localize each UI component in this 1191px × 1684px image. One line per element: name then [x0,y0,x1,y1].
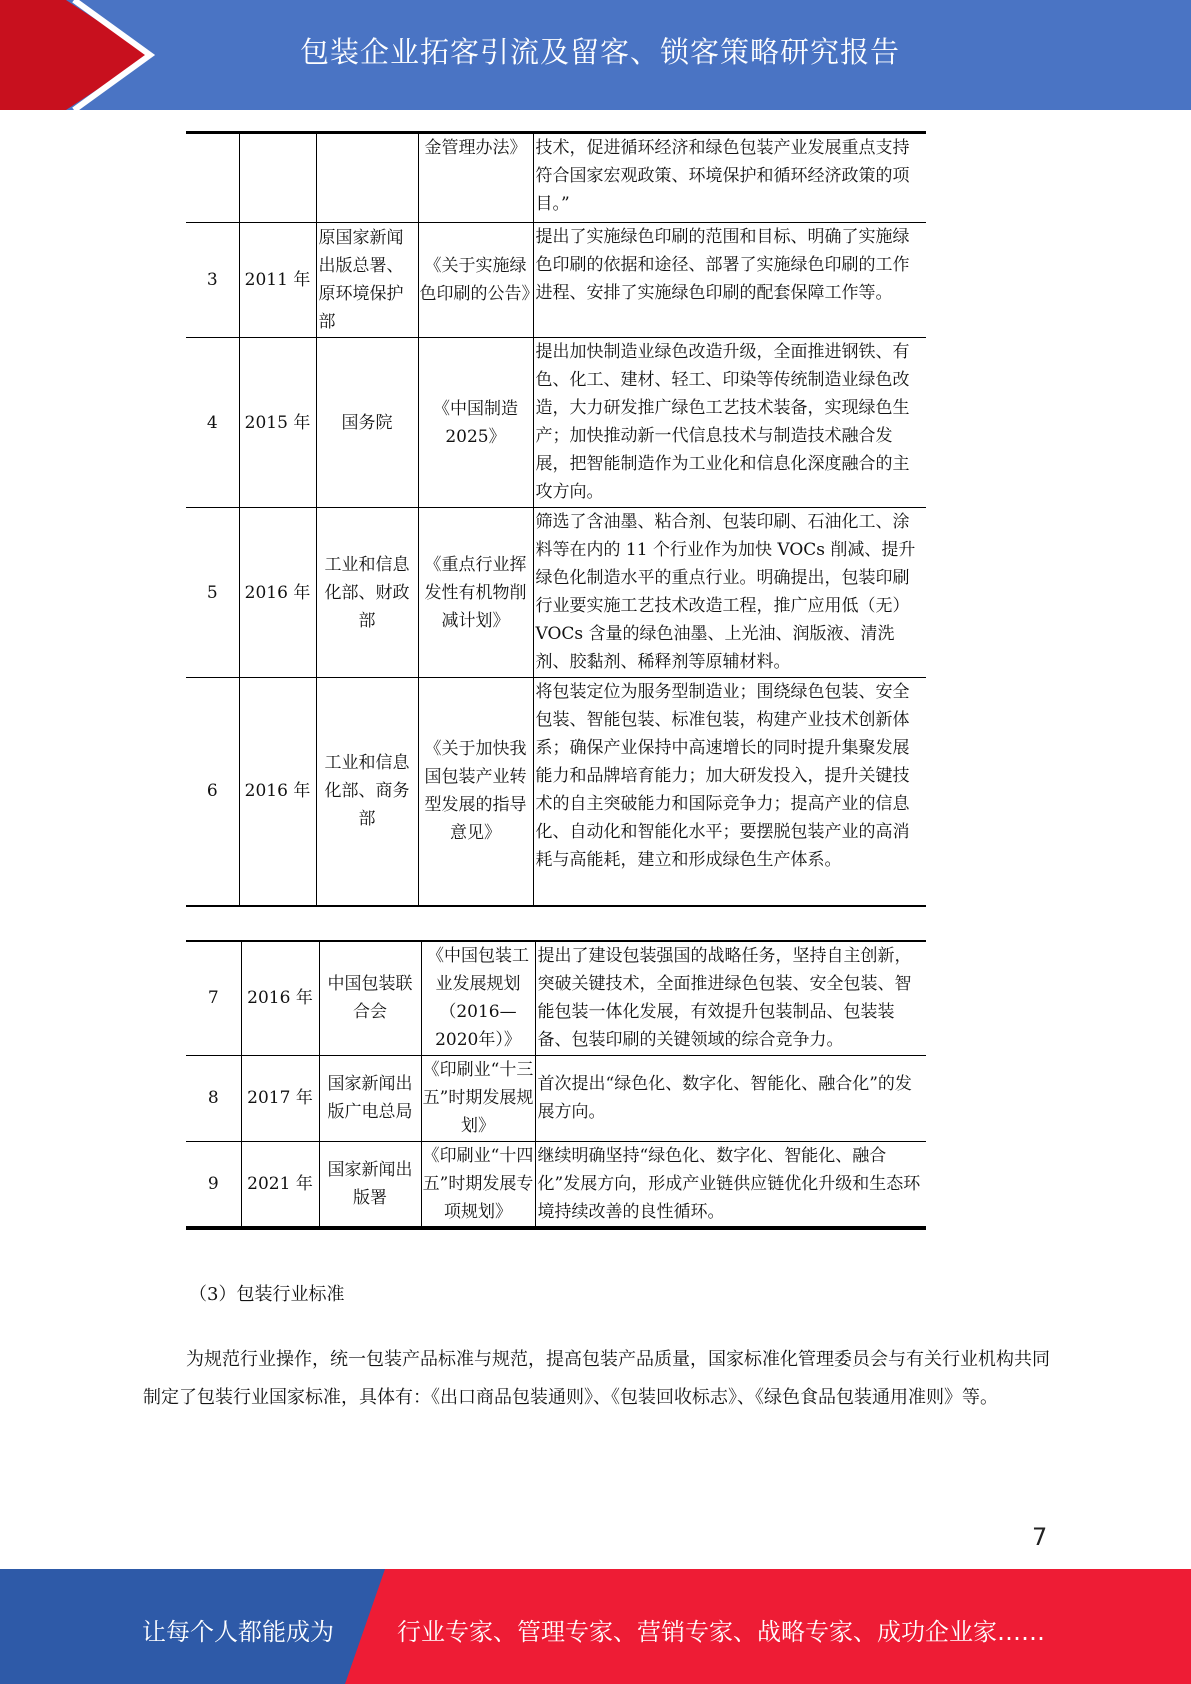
page-number: 7 [1032,1523,1048,1551]
row-document: 《中国制造2025》 [418,338,533,508]
row-year: 2011 年 [239,223,316,338]
row-content: 提出了建设包装强国的战略任务，坚持自主创新，突破关键技术，全面推进绿色包装、安全包装、智能包装一体化发展，有效提升包装制品、包装装备、包装印刷的关键领域的综合竞争力。 [535,941,926,1055]
policy-table-part-2 [186,940,926,1230]
row-content: 继续明确坚持“绿色化、数字化、智能化、融合化”发展方向，形成产业链供应链优化升级和生态环境持续改善的良性循环。 [535,1141,926,1228]
row-content: 技术，促进循环经济和绿色包装产业发展重点支持符合国家宏观政策、环境保护和循环经济政策的项目。” [533,133,926,223]
row-department: 工业和信息化部、商务部 [316,678,418,906]
header-arrow-icon [0,0,160,110]
row-department [316,133,418,223]
table-row [186,678,926,906]
row-document: 《印刷业“十四五”时期发展专项规划》 [421,1141,535,1228]
table-row [186,133,926,223]
row-year: 2016 年 [239,508,316,678]
row-content: 将包装定位为服务型制造业；围绕绿色包装、安全包装、智能包装、标准包装，构建产业技术创新体系；确保产业保持中高速增长的同时提升集聚发展能力和品牌培育能力；加大研发投入，提升关键技术的自主突破能力和国际竞争力；提高产业的信息化、自动化和智能化水平；要摆脱包装产业的高消耗与高能耗，建立和形成绿色生产体系。 [533,678,926,906]
row-department: 中国包装联合会 [319,941,421,1055]
row-year: 2016 年 [239,678,316,906]
row-year [239,133,316,223]
row-content: 筛选了含油墨、粘合剂、包装印刷、石油化工、涂料等在内的 11 个行业作为加快 VOCs 削减、提升绿色化制造水平的重点行业。明确提出，包装印刷行业要实施工艺技术改造工程，推广应用低（无）VOCs 含量的绿色油墨、上光油、润版液、清洗剂、胶黏剂、稀释剂等原辅材料。 [533,508,926,678]
row-content: 提出加快制造业绿色改造升级，全面推进钢铁、有色、化工、建材、轻工、印染等传统制造业绿色改造，大力研发推广绿色工艺技术装备，实现绿色生产；加快推动新一代信息技术与制造技术融合发展，把智能制造作为工业化和信息化深度融合的主攻方向。 [533,338,926,508]
row-department: 原国家新闻出版总署、原环境保护部 [316,223,418,338]
footer-slogan-right: 行业专家、管理专家、营销专家、战略专家、成功企业家…… [397,1618,1045,1646]
row-number [186,133,239,223]
table-row [186,338,926,508]
row-document: 金管理办法》 [418,133,533,223]
row-document: 《关于实施绿色印刷的公告》 [418,223,533,338]
table-row [186,223,926,338]
body-paragraph: 为规范行业操作，统一包装产品标准与规范，提高包装产品质量，国家标准化管理委员会与有关行业机构共同制定了包装行业国家标准，具体有：《出口商品包装通则》、《包装回收标志》、《绿色食品包装通用准则》等。 [143,1349,1050,1408]
row-department: 国家新闻出版广电总局 [319,1055,421,1141]
row-department: 国务院 [316,338,418,508]
table-row [186,941,926,1055]
row-department: 国家新闻出版署 [319,1141,421,1228]
footer-slogan-left: 让每个人都能成为 [142,1618,334,1646]
row-document: 《印刷业“十三五”时期发展规划》 [421,1055,535,1141]
table-row [186,508,926,678]
policy-table-part-1 [186,131,926,907]
table-row [186,1141,926,1228]
header-bar [0,0,1191,110]
row-document: 《关于加快我国包装产业转型发展的指导意见》 [418,678,533,906]
row-document: 《中国包装工业发展规划（2016—2020年）》 [421,941,535,1055]
row-department: 工业和信息化部、财政部 [316,508,418,678]
row-document: 《重点行业挥发性有机物削减计划》 [418,508,533,678]
table-row [186,1055,926,1141]
row-year: 2021 年 [241,1141,319,1228]
row-number: 5 [186,508,239,678]
row-content: 首次提出“绿色化、数字化、智能化、融合化”的发展方向。 [535,1055,926,1141]
row-number: 7 [186,941,241,1055]
row-number: 4 [186,338,239,508]
row-year: 2016 年 [241,941,319,1055]
row-number: 3 [186,223,239,338]
row-year: 2015 年 [239,338,316,508]
row-number: 8 [186,1055,241,1141]
row-content: 提出了实施绿色印刷的范围和目标、明确了实施绿色印刷的依据和途径、部署了实施绿色印刷的工作进程、安排了实施绿色印刷的配套保障工作等。 [533,223,926,338]
row-year: 2017 年 [241,1055,319,1141]
document-title: 包装企业拓客引流及留客、锁客策略研究报告 [300,35,901,69]
row-number: 9 [186,1141,241,1228]
section-heading: （3）包装行业标准 [189,1284,345,1305]
row-number: 6 [186,678,239,906]
